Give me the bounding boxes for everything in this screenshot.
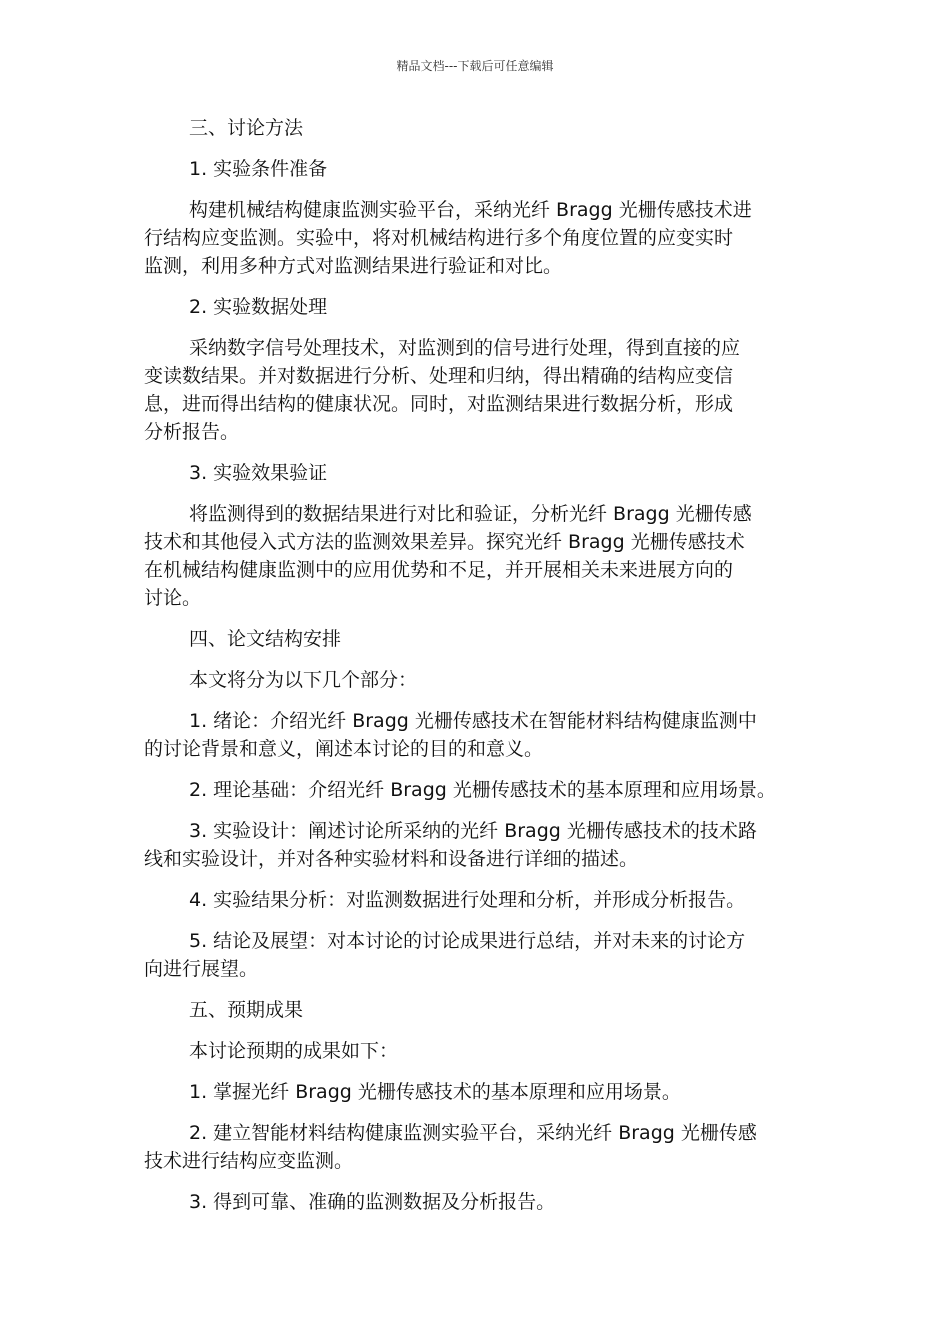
list-item-theory: 2. 理论基础：介绍光纤 Bragg 光栅传感技术的基本原理和应用场景。 — [189, 779, 776, 801]
list-item-expected-3: 3. 得到可靠、准确的监测数据及分析报告。 — [189, 1191, 556, 1213]
list-item-expected-1: 1. 掌握光纤 Bragg 光栅传感技术的基本原理和应用场景。 — [189, 1081, 681, 1103]
page-header: 精品文档---下载后可任意编辑 — [396, 59, 554, 73]
paragraph-expected-intro: 本讨论预期的成果如下： — [189, 1040, 399, 1062]
subheading-data-processing: 2. 实验数据处理 — [189, 296, 328, 318]
section-heading-methods: 三、讨论方法 — [189, 117, 304, 139]
subheading-experiment-conditions: 1. 实验条件准备 — [189, 158, 328, 180]
section-heading-expected-results: 五、预期成果 — [189, 999, 304, 1021]
list-item-conclusion: 5. 结论及展望：对本讨论的讨论成果进行总结，并对未来的讨论方 向进行展望。 — [144, 930, 746, 980]
list-item-introduction: 1. 绪论：介绍光纤 Bragg 光栅传感技术在智能材料结构健康监测中 的讨论背景和意义，阐述本讨论的目的和意义。 — [144, 710, 757, 760]
list-item-design: 3. 实验设计：阐述讨论所采纳的光纤 Bragg 光栅传感技术的技术路 线和实验设计，并对各种实验材料和设备进行详细的描述。 — [144, 820, 757, 870]
paragraph-experiment-conditions: 构建机械结构健康监测实验平台，采纳光纤 Bragg 光栅传感技术进 行结构应变监测。实验中，将对机械结构进行多个角度位置的应变实时 监测，利用多种方式对监测结果进行验证和对比。 — [144, 199, 752, 277]
section-heading-structure: 四、论文结构安排 — [189, 628, 342, 650]
subheading-effect-verification: 3. 实验效果验证 — [189, 462, 328, 484]
list-item-analysis: 4. 实验结果分析：对监测数据进行处理和分析，并形成分析报告。 — [189, 889, 746, 911]
paragraph-structure-intro: 本文将分为以下几个部分： — [189, 669, 418, 691]
list-item-expected-2: 2. 建立智能材料结构健康监测实验平台，采纳光纤 Bragg 光栅传感 技术进行结构应变监测。 — [144, 1122, 757, 1172]
document-body — [144, 114, 820, 1229]
paragraph-data-processing: 采纳数字信号处理技术，对监测到的信号进行处理，得到直接的应 变读数结果。并对数据进行分析、处理和归纳，得出精确的结构应变信 息，进而得出结构的健康状况。同时，对监测结果进行数据分析，形成 分析报告。 — [144, 337, 741, 443]
paragraph-effect-verification: 将监测得到的数据结果进行对比和验证，分析光纤 Bragg 光栅传感 技术和其他侵入式方法的监测效果差异。探究光纤 Bragg 光栅传感技术 在机械结构健康监测中的应用优势和不足，并开展相关未来进展方向的 讨论。 — [144, 503, 752, 609]
